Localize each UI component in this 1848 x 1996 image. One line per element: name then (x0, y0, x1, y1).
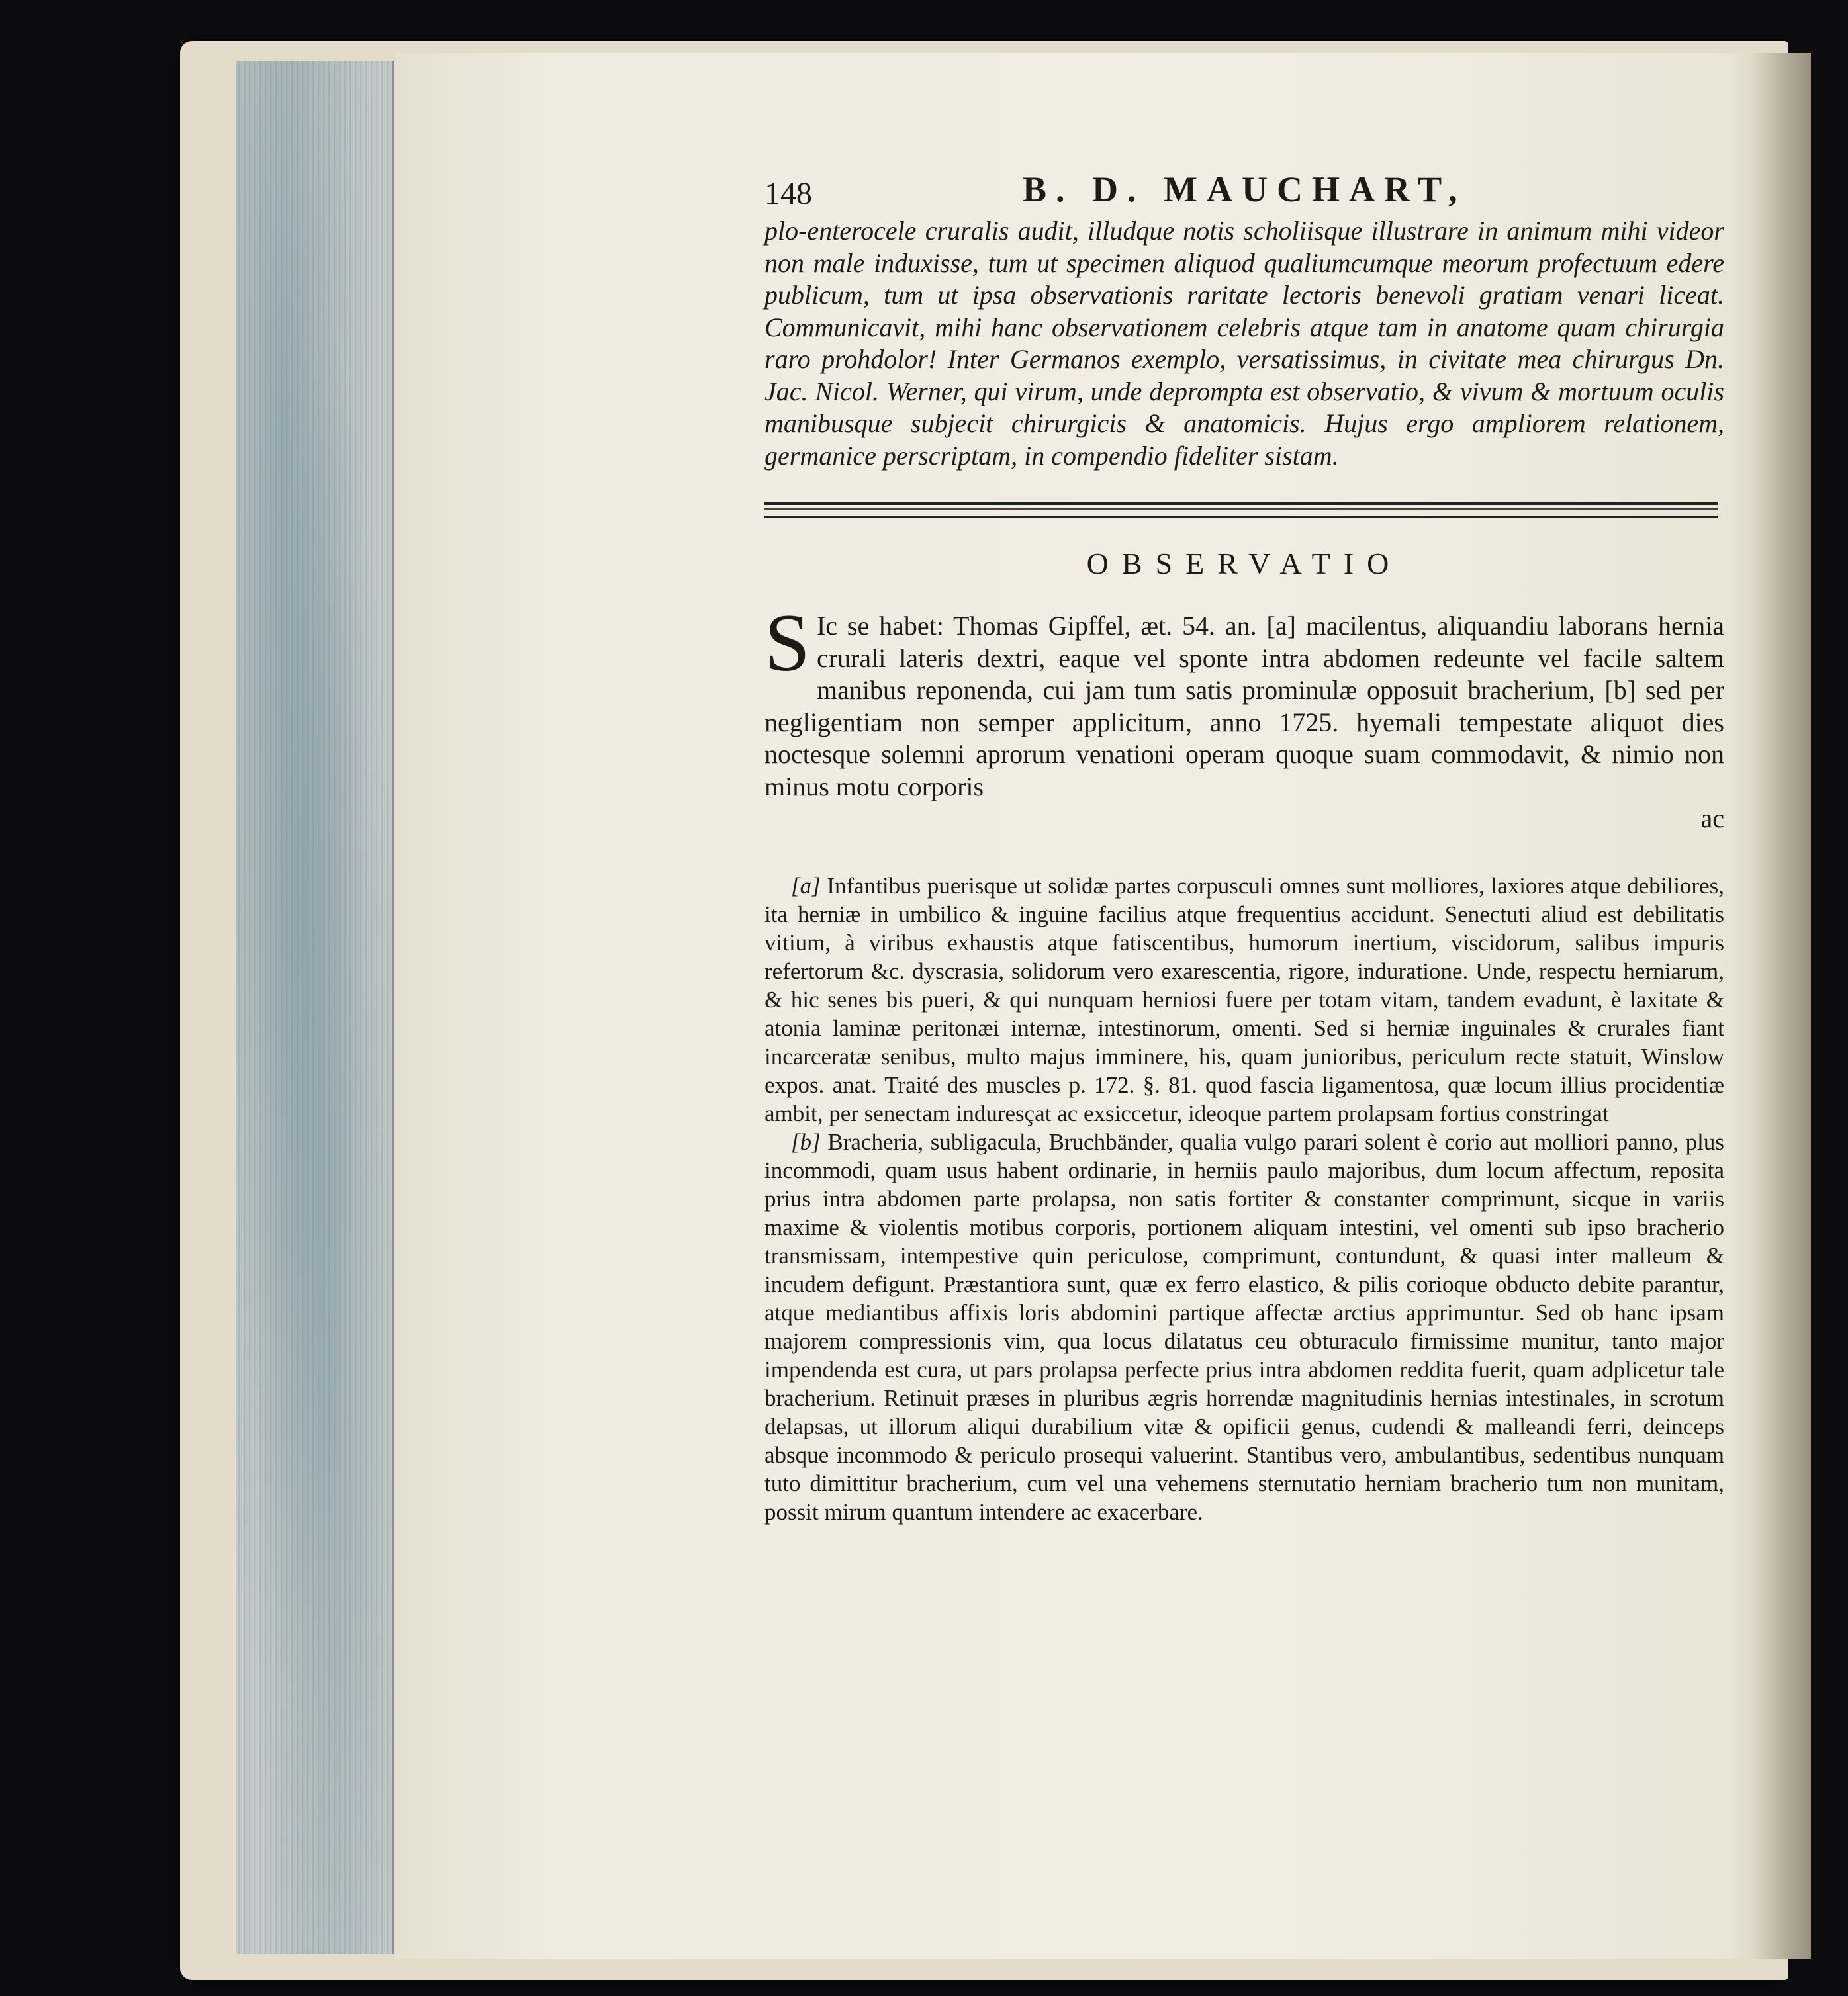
page-content (764, 169, 1724, 1526)
footnote-mark: [b] (791, 1129, 821, 1155)
footnote-mark: [a] (791, 873, 821, 899)
observation-text: Ic se habet: Thomas Gipffel, æt. 54. an. [a] macilentus, aliquandiu laborans hernia crurali lateris dextri, eaque vel sponte intra abdomen redeunte vel facile saltem manibus reponenda, cui jam tum satis prominulæ opposuit bracherium, [b] sed per negligentiam non semper applicitum, anno 1725. hyemali tempestate aliquot dies noctesque solemni aprorum venationi operam quoque suam commodavit, & nimio non minus motu corporis (764, 611, 1724, 801)
gutter-shadow (1751, 53, 1811, 1959)
observation-paragraph (764, 598, 1724, 803)
double-rule-divider (764, 502, 1718, 518)
page-number: 148 (764, 176, 812, 211)
catchword: ac (1700, 803, 1724, 833)
running-head (764, 169, 1724, 215)
footnote-text: Infantibus puerisque ut solidæ partes corpusculi omnes sunt molliores, laxiores atque debiliores, ita herniæ in umbilico & inguine facilius atque frequentius accidunt. Senectuti aliud est debilitatis vitium, à viribus exhaustis atque fatiscentibus, humorum inertium, viscidorum, salibus impuris refertorum &c. dyscrasia, solidorum vero exarescentia, rigore, induratione. Unde, respectu herniarum, & hic senes bis pueri, & qui nunquam herniosi fuere per totam vitam, tandem evadunt, è laxitate & atonia laminæ peritonæi internæ, intestinorum, omenti. Sed si herniæ inguinales & crurales fiant incarceratæ senibus, multo majus imminere, his, quam junioribus, periculum recte statuit, Winslow expos. anat. Traité des muscles p. 172. §. 81. quod fascia ligamentosa, quæ locum illius procidentiæ ambit, per senectam induresçat ac exsiccetur, ideoque partem prolapsam fortius constringat (764, 873, 1724, 1126)
intro-paragraph: plo-enterocele cruralis audit, illudque notis scholiisque illustrare in animum mihi videor non male induxisse, tum ut specimen aliquod qualiumcumque meorum profectuum edere publicum, tum ut ipsa observationis raritate lectoris benevoli gratiam venari liceat. Communicavit, mihi hanc observationem celebris atque tam in anatome quam chirurgia raro prohdolor! Inter Germanos exemplo, versatissimus, in civitate mea chirurgus Dn. Jac. Nicol. Werner, qui virum, unde deprompta est observatio, & vivum & mortuum oculis manibusque subjecit chirurgicis & anatomicis. Hujus ergo ampliorem relationem, germanice perscriptam, in compendio fideliter sistam. (764, 216, 1724, 471)
drop-cap: S (764, 598, 810, 688)
page-fore-edge (236, 61, 394, 1954)
footnote-text: Bracheria, subligacula, Bruchbänder, qualia vulgo parari solent è corio aut molliori panno, plus incommodi, quam usus habent ordinarie, in herniis paulo majoribus, dum locum affectum, reposita prius intra abdomen parte prolapsa, non satis fortiter & constanter comprimunt, sicque in variis maxime & violentis motibus corporis, portionem aliquam intestini, vel omenti sub ipso bracherio transmissam, intempestive quin periculose, comprimunt, contundunt, & quasi inter malleum & incudem defigunt. Præstantiora sunt, quæ ex ferro elastico, & pilis corioque obducto debite parantur, atque mediantibus affixis loris abdomini partique affectæ arctius apprimuntur. Sed ob hanc ipsam majorem compressionis vim, qua locus dilatatus ceu obturaculo firmissime munitur, tanto major impendenda est cura, ut pars prolapsa perfecte prius intra abdomen reddita fuerit, quam adplicetur tale bracherium. Retinuit præses in pluribus ægris horrendæ magnitudinis hernias intestinales, in scrotum delapsas, ut illorum aliqui durabilium vitæ & opificii genus, cudendi & malleandi ferri, deinceps absque incommodo & periculo prosequi valuerint. Stantibus vero, ambulantibus, sedentibus nunquam tuto dimittitur bracherium, cum vel una vehemens sternutatio herniam bracherio tum non munitam, possit mirum quantum intendere ac exacerbare. (764, 1129, 1725, 1525)
footnote-b (764, 1128, 1724, 1526)
footnotes (764, 872, 1724, 1526)
marbled-edge (236, 61, 392, 1954)
running-title: B. D. MAUCHART, (1023, 169, 1467, 209)
section-heading: OBSERVATIO (1086, 547, 1403, 580)
footnote-a (764, 872, 1724, 1128)
